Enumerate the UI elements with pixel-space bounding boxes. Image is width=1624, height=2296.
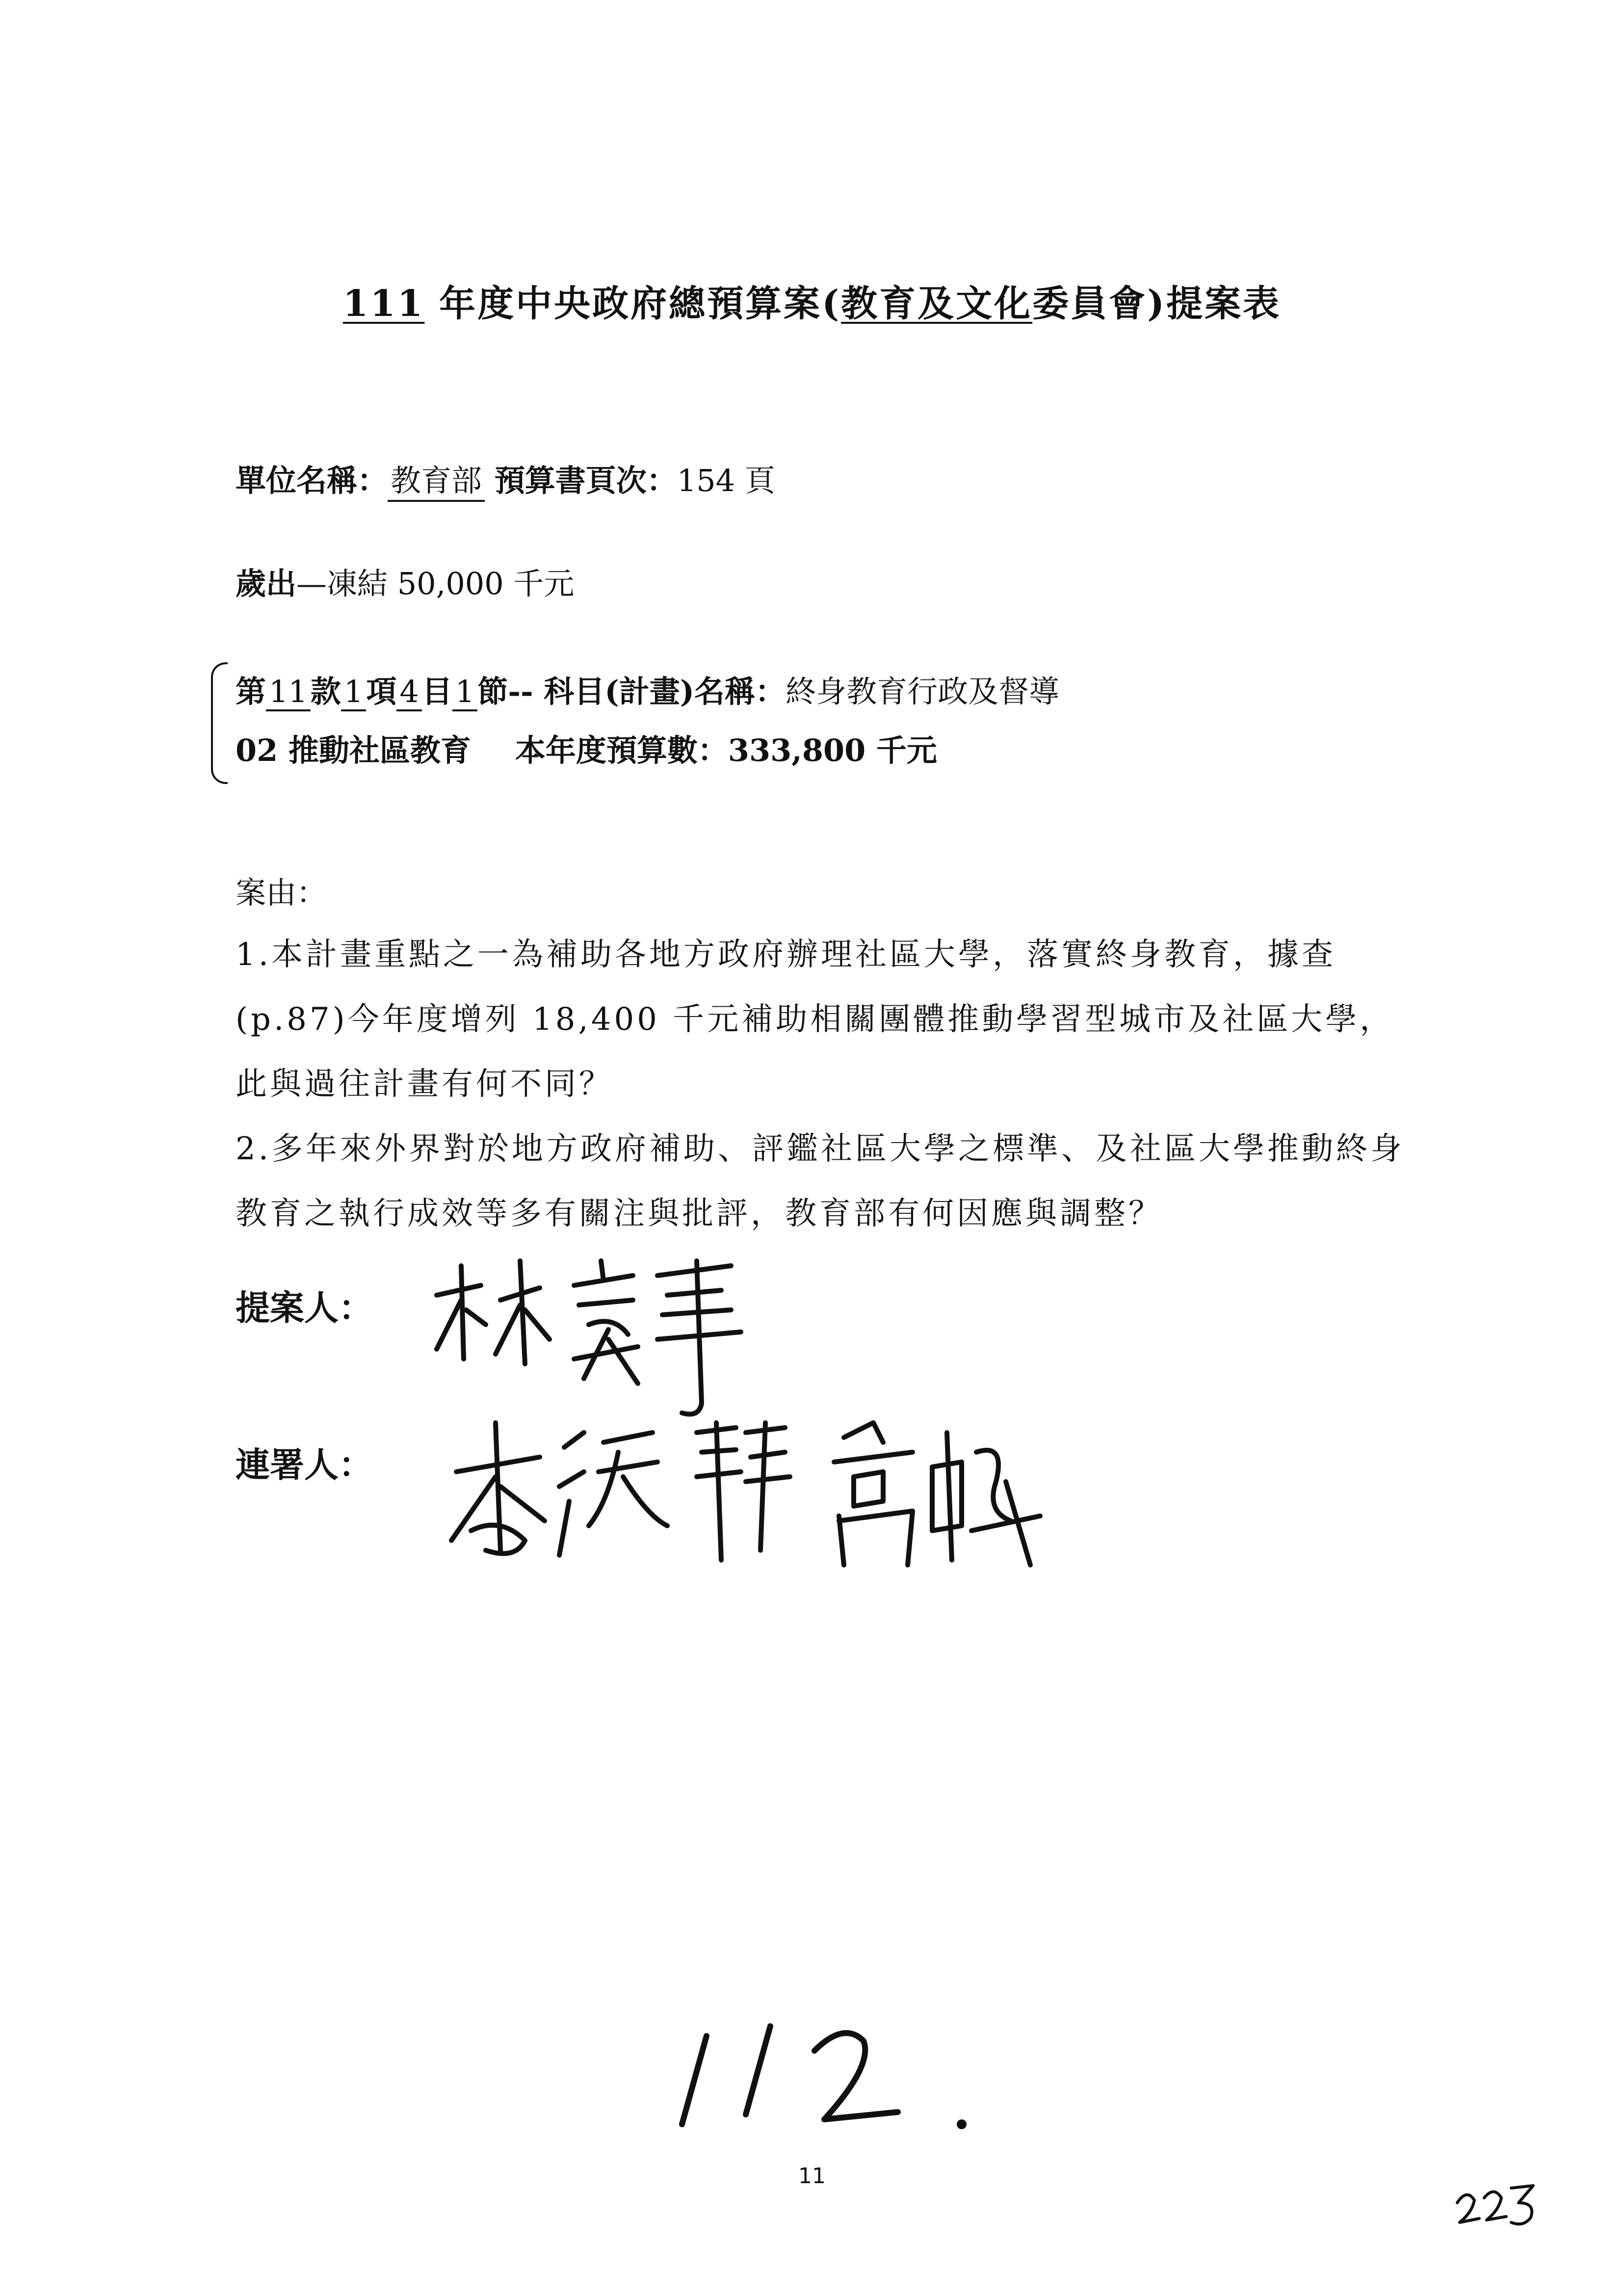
section-mu-label: 目 [421,674,452,709]
title-middle: 年度中央政府總預算案( [424,283,841,325]
cosigner-signatures [442,1403,1060,1609]
expense-value: —凍結 50,000 千元 [296,566,575,601]
reason-label: 案由： [236,875,327,911]
title-committee: 教育及文化 [841,283,1033,325]
title-year: 111 [342,283,425,325]
section-xiang-label: 項 [366,674,397,709]
corner-handwritten-number [1452,2173,1541,2232]
proposer-signature [427,1241,780,1428]
proposer-label: 提案人： [236,1287,373,1328]
cosigner-label: 連署人： [236,1444,373,1485]
section-jie: 1 [452,674,477,711]
section-kuan-prefix: 第 [236,674,266,709]
page-number: 11 [798,2164,826,2189]
section-kuan: 11 [266,674,311,711]
section-bracket [211,662,228,784]
section-budget: 本年度預算數：333,800 千元 [515,732,937,768]
section-mu: 4 [396,674,421,711]
section-kuan-label: 款 [310,674,341,709]
budget-page-label: 預算書頁次： [494,463,677,498]
section-plan-label: 節-- 科目(計畫)名稱： [477,674,786,709]
expense-label: 歲出 [236,566,297,601]
section-line-1 [236,667,1059,711]
page-title [0,275,1624,327]
reason-paragraph-2: 2.多年來外界對於地方政府補助、評鑑社區大學之標準、及社區大學推動終身教育之執行成效等多有關注與批評，教育部有何因應與調整？ [236,1131,1405,1232]
section-line-2 [236,726,937,770]
unit-value: 教育部 [388,456,485,502]
handwritten-number [667,2007,981,2144]
section-plan-name: 終身教育行政及督導 [786,674,1060,709]
budget-page-value: 154 頁 [677,463,775,498]
unit-label: 單位名稱： [236,463,388,498]
unit-line [236,456,775,502]
section-program: 02 推動社區教育 [236,732,471,768]
title-end: 委員會)提案表 [1032,283,1282,325]
expense-line [236,559,574,603]
section-xiang: 1 [341,674,366,711]
reason-paragraph-1: 1.本計畫重點之一為補助各地方政府辦理社區大學，落實終身教育，據查(p.87)今年度增列 18,400 千元補助相關團體推動學習型城市及社區大學，此與過往計畫有何不同？ [236,937,1394,1102]
